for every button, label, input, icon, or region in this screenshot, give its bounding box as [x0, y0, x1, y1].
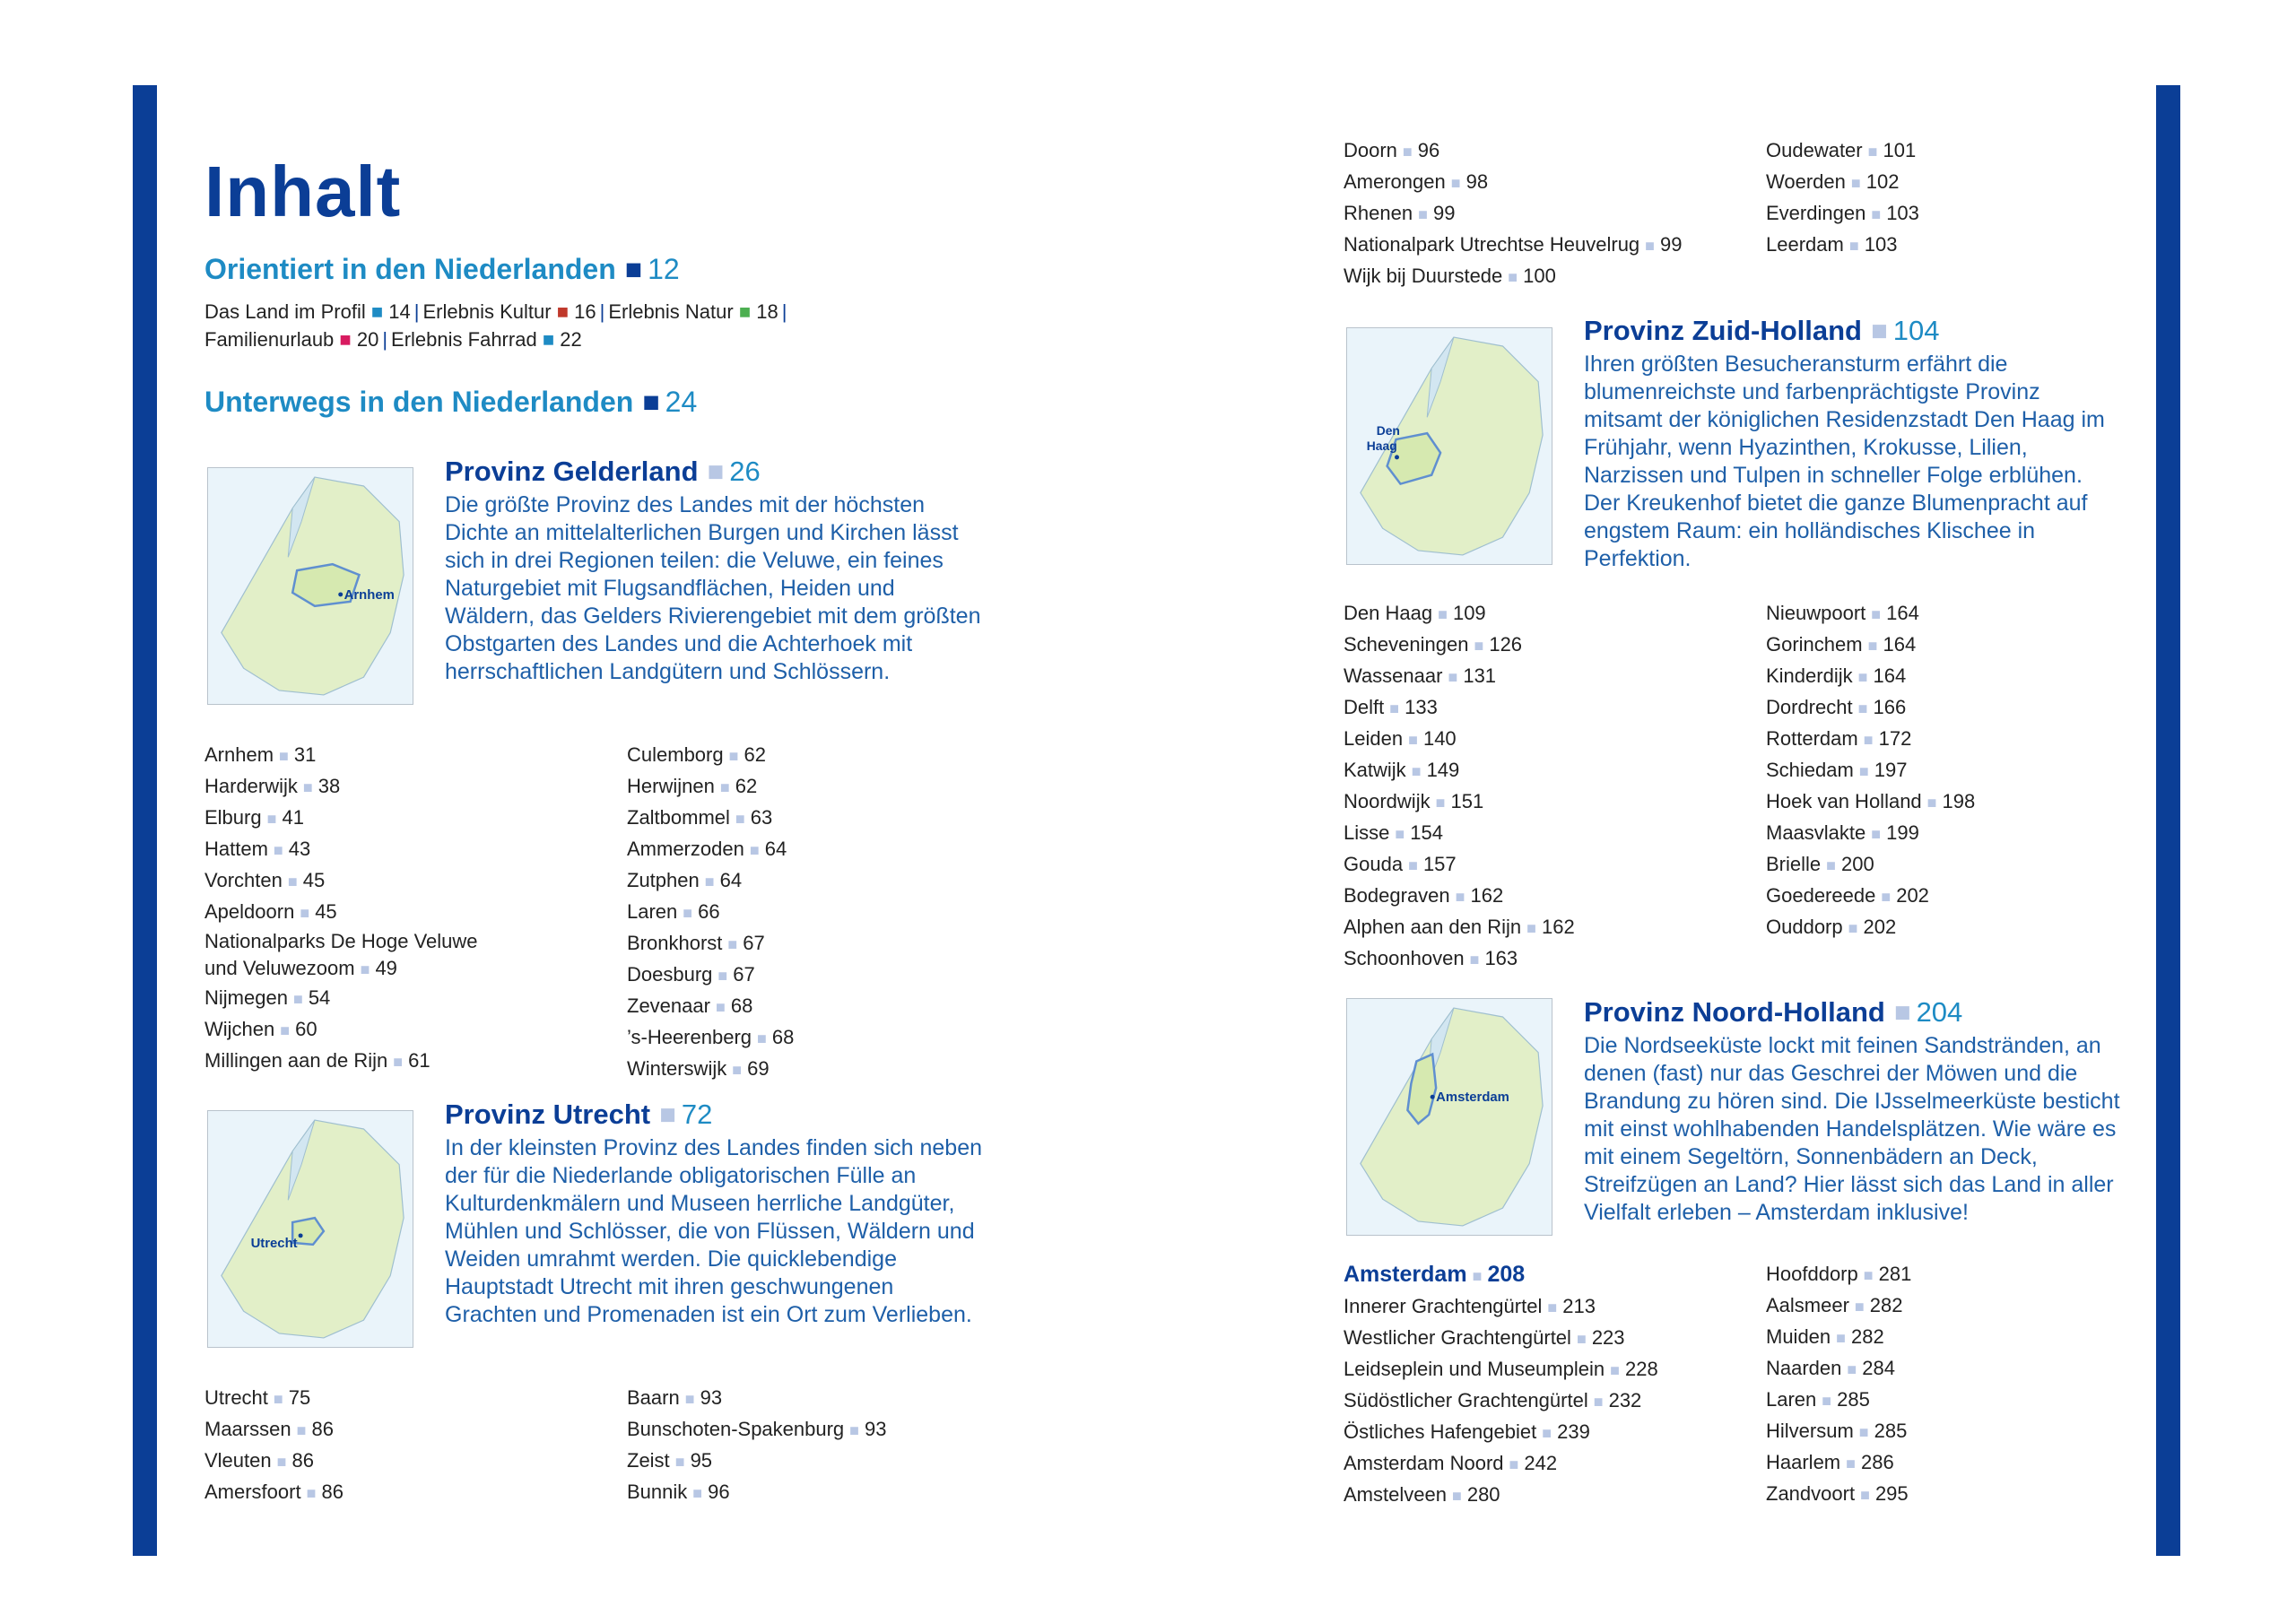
map-city-label: Haag [1366, 438, 1397, 453]
netherlands-map-icon [1347, 999, 1552, 1235]
list-item[interactable]: Nationalpark Utrechtse Heuvelrug ■ 99 [1344, 233, 1683, 256]
square-icon: ■ [624, 253, 643, 285]
gelderland-map [207, 467, 413, 705]
list-item[interactable]: Herwijnen ■ 62 [627, 775, 758, 797]
list-item[interactable]: Nieuwpoort ■ 164 [1766, 602, 1919, 624]
toc-item[interactable]: Erlebnis Natur ■ 18 [608, 300, 778, 323]
list-item[interactable]: Hattem ■ 43 [204, 838, 311, 860]
list-item[interactable]: Hoek van Holland ■ 198 [1766, 790, 1976, 812]
list-item[interactable]: Wijk bij Duurstede ■ 100 [1344, 265, 1556, 287]
toc-item[interactable]: Familienurlaub ■ 20 [204, 328, 379, 351]
list-item[interactable]: Goedereede ■ 202 [1766, 884, 1929, 907]
list-item[interactable]: Amstelveen ■ 280 [1344, 1483, 1500, 1506]
list-item-continued[interactable]: und Veluwezoom ■ 49 [204, 957, 397, 979]
list-item[interactable]: Utrecht ■ 75 [204, 1386, 311, 1409]
list-item[interactable]: Leidseplein und Museumplein ■ 228 [1344, 1358, 1658, 1380]
list-item[interactable]: Bodegraven ■ 162 [1344, 884, 1504, 907]
zuidholland-list-col1 [1344, 598, 1575, 975]
list-item[interactable]: ’s-Heerenberg ■ 68 [627, 1026, 795, 1048]
left-page-bar [133, 85, 157, 1556]
list-item[interactable]: Gorinchem ■ 164 [1766, 633, 1917, 656]
square-icon: ■ [370, 300, 384, 323]
square-icon: ■ [556, 300, 569, 323]
list-item[interactable]: Wassenaar ■ 131 [1344, 664, 1497, 687]
zuidholland-map [1346, 327, 1552, 565]
utrecht-cont-list-col1 [1344, 135, 1683, 292]
list-item[interactable]: Lisse ■ 154 [1344, 821, 1443, 844]
list-item[interactable]: Schoonhoven ■ 163 [1344, 947, 1518, 969]
right-page-bar [2156, 85, 2180, 1556]
list-item[interactable]: Nijmegen ■ 54 [204, 986, 331, 1009]
list-item[interactable]: Brielle ■ 200 [1766, 853, 1874, 875]
noordholland-list-col1 [1344, 1259, 1658, 1511]
list-item[interactable]: Haarlem ■ 286 [1766, 1451, 1894, 1473]
list-item[interactable]: Everdingen ■ 103 [1766, 202, 1919, 224]
utrecht-map [207, 1110, 413, 1348]
list-item[interactable]: Baarn ■ 93 [627, 1386, 723, 1409]
square-icon: ■ [542, 328, 555, 351]
list-item[interactable]: Delft ■ 133 [1344, 696, 1438, 718]
list-item[interactable]: Alphen aan den Rijn ■ 162 [1344, 916, 1575, 938]
gelderland-list-col1 [204, 740, 478, 1077]
list-item[interactable]: Harderwijk ■ 38 [204, 775, 341, 797]
list-item[interactable]: Oudewater ■ 101 [1766, 139, 1917, 161]
separator: | [781, 300, 787, 323]
list-item[interactable]: Nationalparks De Hoge Veluwe [204, 930, 478, 952]
section-unterwegs[interactable] [204, 386, 697, 419]
list-item[interactable]: Rotterdam ■ 172 [1766, 727, 1912, 750]
list-item[interactable]: Muiden ■ 282 [1766, 1325, 1884, 1348]
section-unterwegs-label: Unterwegs in den Niederlanden [204, 386, 634, 418]
square-icon: ■ [1893, 996, 1911, 1028]
list-item[interactable]: Leerdam ■ 103 [1766, 233, 1898, 256]
list-item[interactable]: Arnhem ■ 31 [204, 743, 317, 766]
gelderland-list-col2 [627, 740, 794, 1085]
province-gelderland-description: Die größte Provinz des Landes mit der höchsten Dichte an mittelalterlichen Burgen und Kirchen lässt sich in drei Regionen teilen: die Veluwe, ein feines Naturgebiet mit Flugsandflächen, Heiden und Wäldern, das Gelders Rivierengebiet mit dem größten Obstgarten des Landes und die Achterhoek mit herrschaftlichen Landgütern und Schlössern. [445, 492, 981, 684]
section-orientiert-label: Orientiert in den Niederlanden [204, 253, 616, 285]
list-item[interactable]: Zaltbommel ■ 63 [627, 806, 773, 829]
map-city-label: Amsterdam [1436, 1090, 1509, 1106]
list-item[interactable]: Schiedam ■ 197 [1766, 759, 1908, 781]
section-orientiert[interactable] [204, 253, 680, 286]
province-noordholland-description: Die Nordseeküste lockt mit feinen Sandstränden, an denen (fast) nur das Geschrei der Möwen und die Brandung zu hören sind. Die IJsselmeerküste besticht mit einst wohlhabenden Handelsplätzen. Wie wäre es mit einem Segeltörn, Sonnenbädern an Deck, Streifzügen an Land? Hier lässt sich das Land in aller Vielfalt erleben – Amsterdam inklusive! [1584, 1033, 2120, 1225]
list-item[interactable]: Doorn ■ 96 [1344, 139, 1440, 161]
utrecht-cont-list-col2 [1766, 135, 1919, 261]
separator: | [599, 300, 605, 323]
province-utrecht-heading[interactable]: Provinz Utrecht ■ 72 [445, 1099, 713, 1130]
list-item[interactable]: Amersfoort ■ 86 [204, 1481, 344, 1503]
zuidholland-list-col2 [1766, 598, 1975, 943]
list-item[interactable]: Kinderdijk ■ 164 [1766, 664, 1907, 687]
netherlands-map-icon [208, 468, 413, 704]
section-orientiert-page: 12 [648, 253, 680, 285]
toc-item[interactable]: Erlebnis Kultur ■ 16 [422, 300, 596, 323]
list-item[interactable]: Westlicher Grachtengürtel ■ 223 [1344, 1326, 1625, 1349]
list-item[interactable]: Doesburg ■ 67 [627, 963, 755, 986]
map-city-label: Arnhem [344, 587, 395, 603]
list-item[interactable]: Vleuten ■ 86 [204, 1449, 314, 1472]
list-item[interactable]: Elburg ■ 41 [204, 806, 304, 829]
list-item[interactable]: Südöstlicher Grachtengürtel ■ 232 [1344, 1389, 1642, 1411]
list-item[interactable]: Laren ■ 66 [627, 900, 720, 923]
list-item[interactable]: Naarden ■ 284 [1766, 1357, 1895, 1379]
list-item[interactable]: Dordrecht ■ 166 [1766, 696, 1907, 718]
province-zuidholland-heading[interactable]: Provinz Zuid-Holland ■ 104 [1584, 315, 1940, 346]
square-icon: ■ [659, 1099, 676, 1130]
list-item[interactable]: Hilversum ■ 285 [1766, 1420, 1908, 1442]
list-item[interactable]: Hoofddorp ■ 281 [1766, 1263, 1912, 1285]
square-icon: ■ [339, 328, 352, 351]
orientiert-items-line1 [204, 298, 790, 326]
map-city-label: Utrecht [250, 1236, 298, 1251]
netherlands-map-icon [1347, 328, 1552, 564]
list-item[interactable]: Bronkhorst ■ 67 [627, 932, 765, 954]
list-item[interactable]: Zutphen ■ 64 [627, 869, 743, 891]
list-item[interactable]: Ouddorp ■ 202 [1766, 916, 1897, 938]
list-item[interactable]: Amerongen ■ 98 [1344, 170, 1489, 193]
netherlands-map-icon [208, 1111, 413, 1347]
list-item[interactable]: Scheveningen ■ 126 [1344, 633, 1523, 656]
noordholland-map [1346, 998, 1552, 1236]
province-gelderland-heading[interactable]: Provinz Gelderland ■ 26 [445, 456, 761, 487]
separator: | [413, 300, 420, 323]
list-item[interactable]: Zandvoort ■ 295 [1766, 1482, 1909, 1505]
square-icon: ■ [1871, 315, 1888, 346]
noordholland-list-col2 [1766, 1259, 1911, 1510]
list-item[interactable]: Millingen aan de Rijn ■ 61 [204, 1049, 430, 1072]
list-item[interactable]: Zevenaar ■ 68 [627, 994, 753, 1017]
page-title: Inhalt [204, 152, 402, 231]
utrecht-list-col1 [204, 1383, 344, 1508]
orientiert-items-line2 [204, 326, 582, 353]
square-icon: ■ [738, 300, 752, 323]
list-item[interactable]: Maasvlakte ■ 199 [1766, 821, 1919, 844]
province-utrecht-description: In der kleinsten Provinz des Landes finden sich neben der für die Niederlande obligatorischen Fülle an Kulturdenkmälern und Museen herrliche Landgüter, Mühlen und Schlösser, die von Flüssen, Wäldern und Weiden umrahmt werden. Die quicklebendige Hauptstadt Utrecht mit ihren geschwungenen Grachten und Promenaden ist ein Ort zum Verlieben. [445, 1135, 982, 1327]
list-item[interactable]: Katwijk ■ 149 [1344, 759, 1460, 781]
utrecht-list-col2 [627, 1383, 887, 1508]
list-item[interactable]: Rhenen ■ 99 [1344, 202, 1456, 224]
list-item[interactable]: Bunnik ■ 96 [627, 1481, 730, 1503]
list-item[interactable]: Woerden ■ 102 [1766, 170, 1900, 193]
list-item[interactable]: Aalsmeer ■ 282 [1766, 1294, 1903, 1316]
list-item[interactable]: Apeldoorn ■ 45 [204, 900, 337, 923]
list-item[interactable]: Leiden ■ 140 [1344, 727, 1457, 750]
list-item[interactable]: Ammerzoden ■ 64 [627, 838, 787, 860]
section-unterwegs-page: 24 [665, 386, 698, 418]
list-item[interactable]: Östliches Hafengebiet ■ 239 [1344, 1420, 1590, 1443]
list-item[interactable]: Winterswijk ■ 69 [627, 1057, 770, 1080]
square-icon: ■ [642, 386, 660, 418]
square-icon: ■ [707, 456, 725, 487]
province-noordholland-heading[interactable]: Provinz Noord-Holland ■ 204 [1584, 996, 1963, 1028]
list-item[interactable]: Noordwijk ■ 151 [1344, 790, 1484, 812]
list-item-amsterdam[interactable]: Amsterdam ■ 208 [1344, 1262, 1526, 1287]
list-item[interactable]: Wijchen ■ 60 [204, 1018, 317, 1040]
list-item[interactable]: Culemborg ■ 62 [627, 743, 766, 766]
list-item[interactable]: Zeist ■ 95 [627, 1449, 713, 1472]
list-item[interactable]: Vorchten ■ 45 [204, 869, 326, 891]
list-item[interactable]: Laren ■ 285 [1766, 1388, 1870, 1411]
list-item[interactable]: Bunschoten-Spakenburg ■ 93 [627, 1418, 887, 1440]
list-item[interactable]: Gouda ■ 157 [1344, 853, 1457, 875]
map-city-label: Den [1376, 423, 1400, 439]
separator: | [382, 328, 388, 351]
toc-item[interactable]: Erlebnis Fahrrad ■ 22 [391, 328, 582, 351]
list-item[interactable]: Den Haag ■ 109 [1344, 602, 1486, 624]
toc-item[interactable]: Das Land im Profil ■ 14 [204, 300, 411, 323]
list-item[interactable]: Innerer Grachtengürtel ■ 213 [1344, 1295, 1596, 1317]
province-zuidholland-description: Ihren größten Besucheransturm erfährt die blumenreichste und farbenprächtigste Provinz mitsamt der königlichen Residenzstadt Den Haag im Frühjahr, wenn Hyazinthen, Krokusse, Lilien, Narzissen und Tulpen in schneller Folge erblühen. Der Kreukenhof bietet die ganze Blumenpracht auf engstem Raum: ein holländisches Klischee in Perfektion. [1584, 352, 2105, 571]
list-item[interactable]: Amsterdam Noord ■ 242 [1344, 1452, 1558, 1474]
list-item[interactable]: Maarssen ■ 86 [204, 1418, 334, 1440]
